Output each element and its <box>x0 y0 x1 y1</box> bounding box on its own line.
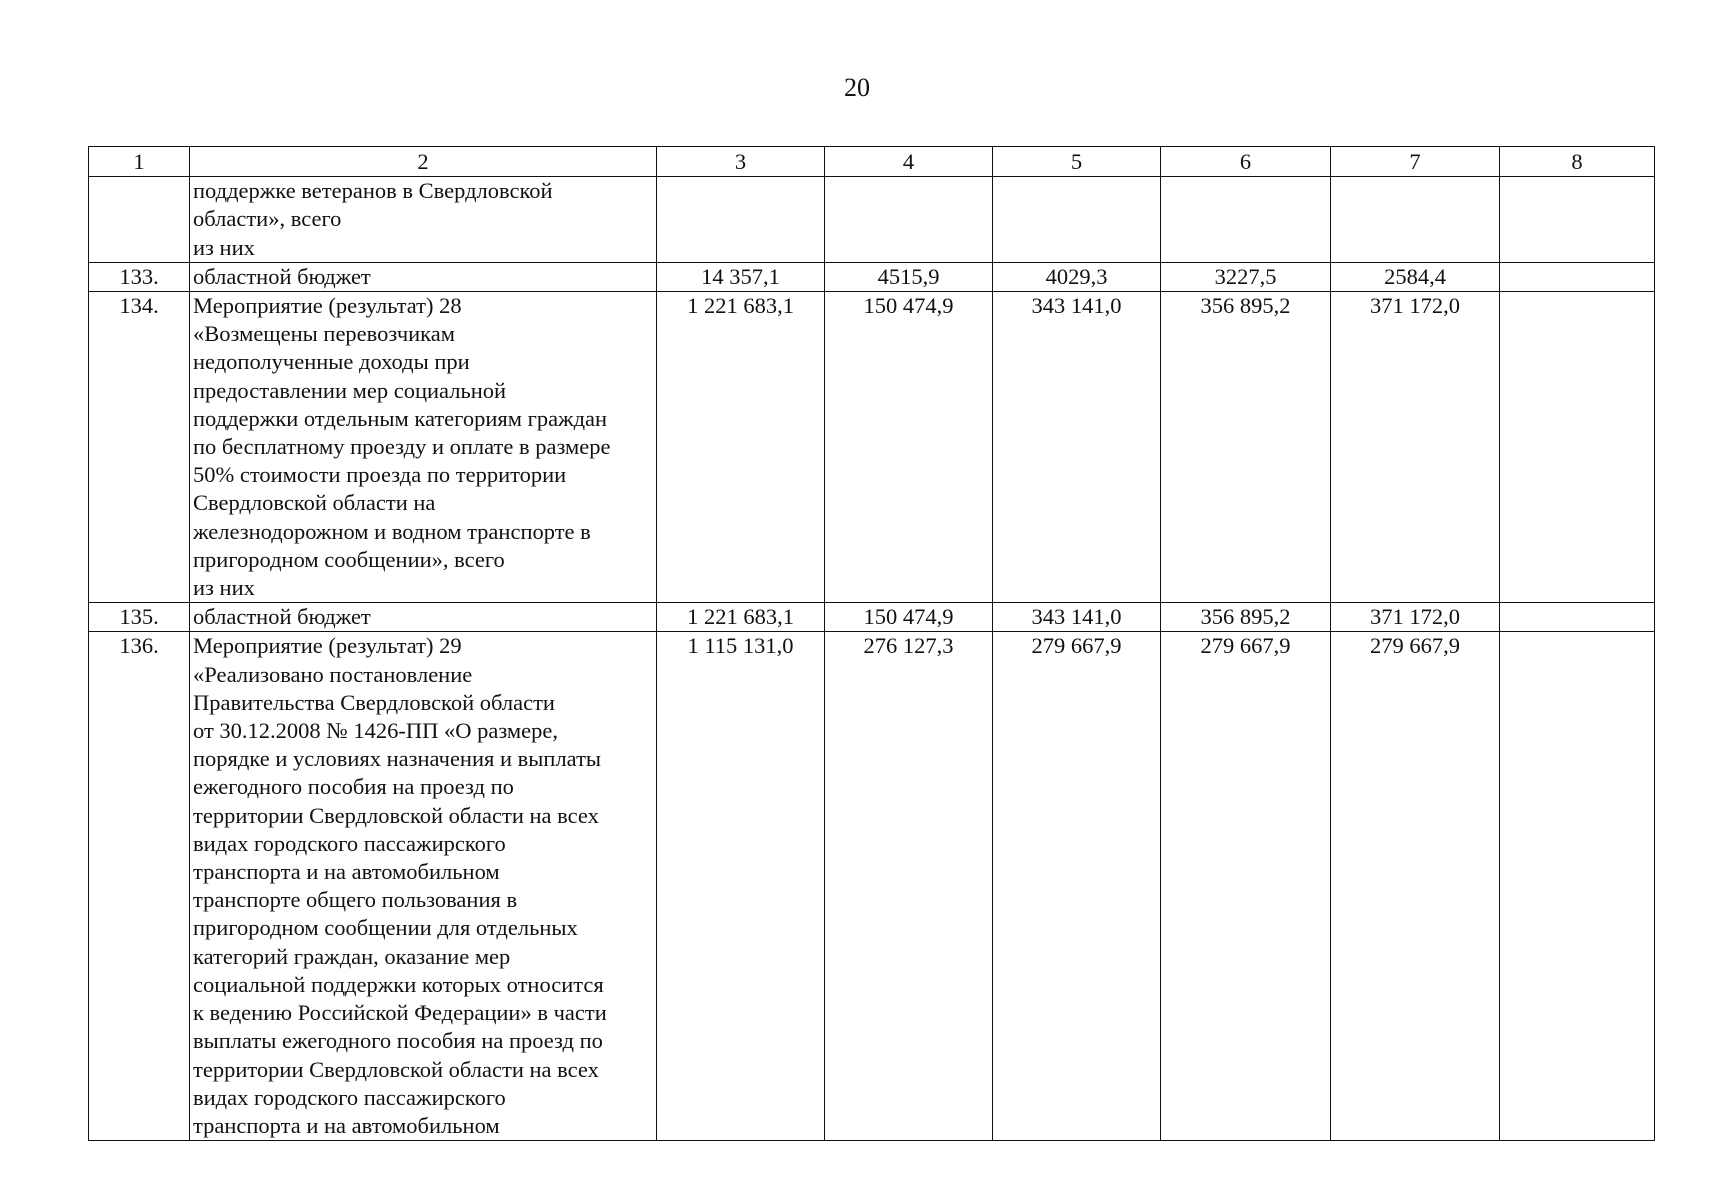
value-cell-col3: 1 115 131,0 <box>657 632 825 1141</box>
value-cell-col7: 371 172,0 <box>1331 292 1500 603</box>
table-row <box>89 603 1655 632</box>
value-cell-col3: 14 357,1 <box>657 262 825 291</box>
value-cell-col8 <box>1500 292 1655 603</box>
column-header: 1 <box>89 147 190 177</box>
table-row <box>89 292 1655 603</box>
value-cell-col7: 2584,4 <box>1331 262 1500 291</box>
value-cell-col4: 150 474,9 <box>825 292 993 603</box>
column-header: 8 <box>1500 147 1655 177</box>
value-cell-col3 <box>657 177 825 263</box>
value-cell-col3: 1 221 683,1 <box>657 292 825 603</box>
column-header: 5 <box>993 147 1161 177</box>
value-cell-col5 <box>993 177 1161 263</box>
value-cell-col6: 356 895,2 <box>1161 292 1331 603</box>
row-number-cell <box>89 177 190 263</box>
value-cell-col8 <box>1500 177 1655 263</box>
row-description-cell: областной бюджет <box>190 603 657 632</box>
page-number: 20 <box>844 73 870 102</box>
column-header: 6 <box>1161 147 1331 177</box>
value-cell-col3: 1 221 683,1 <box>657 603 825 632</box>
row-number-cell: 133. <box>89 262 190 291</box>
row-number-cell: 136. <box>89 632 190 1141</box>
column-header: 4 <box>825 147 993 177</box>
column-header: 3 <box>657 147 825 177</box>
value-cell-col7 <box>1331 177 1500 263</box>
value-cell-col4: 150 474,9 <box>825 603 993 632</box>
value-cell-col5: 343 141,0 <box>993 292 1161 603</box>
column-header: 7 <box>1331 147 1500 177</box>
row-number-cell: 135. <box>89 603 190 632</box>
table-row <box>89 262 1655 291</box>
table-row <box>89 177 1655 263</box>
value-cell-col8 <box>1500 603 1655 632</box>
row-description-cell: поддержке ветеранов в Свердловской области», всего из них <box>190 177 657 263</box>
row-description-cell: областной бюджет <box>190 262 657 291</box>
row-number-cell: 134. <box>89 292 190 603</box>
value-cell-col4 <box>825 177 993 263</box>
row-description-cell: Мероприятие (результат) 29 «Реализовано постановление Правительства Свердловской области от 30.12.2008 № 1426-ПП «О размере, порядке и условиях назначения и выплаты ежегодного пособия на проезд по территории Свердловской области на всех видах городского пассажирского транспорта и на автомобильном транспорте общего пользования в пригородном сообщении для отдельных категорий граждан, оказание мер социальной поддержки которых относится к ведению Российской Федерации» в части выплаты ежегодного пособия на проезд по территории Свердловской области на всех видах городского пассажирского транспорта и на автомобильном <box>190 632 657 1141</box>
value-cell-col7: 279 667,9 <box>1331 632 1500 1141</box>
column-number-header-row <box>89 147 1655 177</box>
table-row <box>89 632 1655 1141</box>
column-header: 2 <box>190 147 657 177</box>
value-cell-col5: 343 141,0 <box>993 603 1161 632</box>
value-cell-col4: 276 127,3 <box>825 632 993 1141</box>
budget-table <box>88 146 1655 1141</box>
value-cell-col6: 3227,5 <box>1161 262 1331 291</box>
value-cell-col8 <box>1500 632 1655 1141</box>
value-cell-col7: 371 172,0 <box>1331 603 1500 632</box>
value-cell-col5: 4029,3 <box>993 262 1161 291</box>
row-description-cell: Мероприятие (результат) 28 «Возмещены перевозчикам недополученные доходы при предоставлении мер социальной поддержки отдельным категориям граждан по бесплатному проезду и оплате в размере 50% стоимости проезда по территории Свердловской области на железнодорожном и водном транспорте в пригородном сообщении», всего из них <box>190 292 657 603</box>
value-cell-col4: 4515,9 <box>825 262 993 291</box>
value-cell-col6: 279 667,9 <box>1161 632 1331 1141</box>
value-cell-col6: 356 895,2 <box>1161 603 1331 632</box>
value-cell-col6 <box>1161 177 1331 263</box>
value-cell-col5: 279 667,9 <box>993 632 1161 1141</box>
value-cell-col8 <box>1500 262 1655 291</box>
